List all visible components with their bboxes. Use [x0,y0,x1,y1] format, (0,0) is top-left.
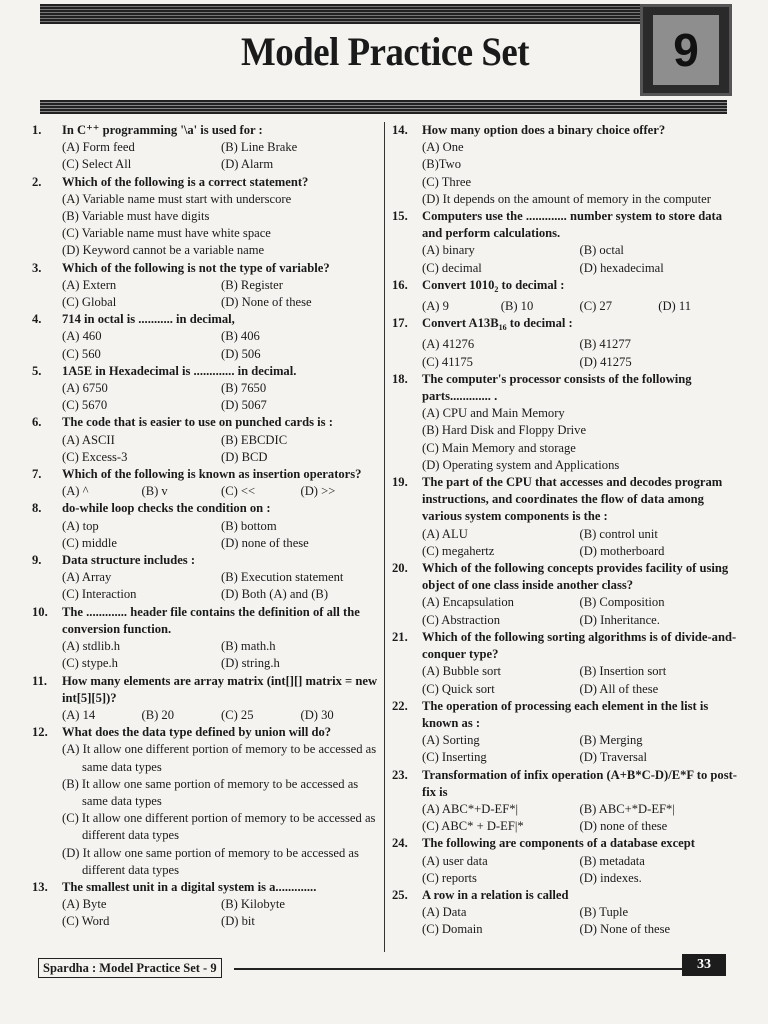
option: (B) v [141,484,168,499]
option: (A) 41276 [422,337,475,352]
question-row [32,552,380,569]
option: (C) Global [62,295,117,310]
question-block [392,698,737,767]
option: (A) 9 [422,299,449,314]
option: (C) 5670 [62,398,108,413]
question-block [392,887,737,939]
options [422,405,737,474]
page-title: Model Practice Set [240,29,530,74]
question-row [392,698,737,732]
question-text: The code that is easier to use on punched cards is : [62,415,333,430]
option: (C) stype.h [62,656,118,671]
questions-column-right [392,122,737,939]
option: (B) Register [221,277,283,292]
question-number: 24. [392,836,408,851]
question-text: 1A5E in Hexadecimal is ............. in decimal. [62,363,297,378]
question-row [392,767,737,801]
options [62,328,380,362]
question-row [32,414,380,431]
question-text: Which of the following is a correct statement? [62,174,309,189]
option: (C) Inserting [422,750,487,765]
question-text: What does the data type defined by union will do? [62,725,332,740]
options [422,336,737,370]
question-block [392,208,737,277]
header-top-bar [40,4,727,24]
option: (A) Encapsulation [422,595,514,610]
option: (A) 6750 [62,381,108,396]
option: (C) ABC* + D-EF|* [422,819,524,834]
question-row [32,260,380,277]
option: (D) hexadecimal [579,260,664,275]
option: (A) Extern [62,277,117,292]
option: (D) none of these [579,819,668,834]
question-block [32,604,380,673]
option: (C) middle [62,535,117,550]
option: (A) ^ [62,484,89,499]
question-block [32,500,380,552]
option: (B) Insertion sort [579,664,667,679]
questions-column-left [32,122,380,931]
option: (B) Hard Disk and Floppy Drive [422,423,587,438]
option: (A) Variable name must start with underscore [62,191,292,206]
question-number: 16. [392,277,408,292]
question-row [392,560,737,594]
option: (D) BCD [221,449,268,464]
question-block [32,311,380,363]
option: (B) metadata [579,853,645,868]
option: (A) ABC*+D-EF*| [422,801,519,816]
question-block [32,414,380,466]
question-row [392,315,737,336]
question-text: do-while loop checks the condition on : [62,501,271,516]
footer-label: Spardha : Model Practice Set - 9 [38,958,222,978]
question-text: In C⁺⁺ programming '\a' is used for : [62,123,263,137]
option: (D) None of these [221,295,312,310]
options [62,518,380,552]
question-number: 19. [392,475,408,490]
question-number: 13. [32,879,48,894]
option: (D) 5067 [221,398,267,413]
question-block [392,835,737,887]
option: (D) None of these [579,922,671,937]
option: (D) Traversal [579,750,648,765]
option: (B) Kilobyte [221,897,286,912]
options [62,569,380,603]
question-row [32,466,380,483]
option: (A) Byte [62,897,107,912]
option: (B) octal [579,243,624,258]
option: (C) Word [62,914,110,929]
option: (B) Line Brake [221,140,298,155]
options [62,707,380,724]
question-text-part: Convert 1010 [422,277,495,292]
question-block [32,673,380,725]
question-number: 14. [392,123,408,137]
question-row [392,629,737,663]
option: (A) user data [422,853,488,868]
question-row [32,174,380,191]
question-subscript: 2 [494,284,499,294]
question-text [422,315,737,336]
question-text: 714 in octal is ........... in decimal, [62,312,235,327]
question-number: 25. [392,887,408,902]
option: (D) It allow one same portion of memory to be accessed as different data types [62,845,359,877]
option: (D) string.h [221,656,280,671]
option: (B) Composition [579,595,665,610]
question-number: 9. [32,553,42,568]
question-row [32,311,380,328]
question-row [32,724,380,741]
option: (C) megahertz [422,543,495,558]
question-block [32,552,380,604]
question-block [32,879,380,931]
option: (C) 27 [579,299,613,314]
question-number: 18. [392,371,408,386]
option: (C) decimal [422,260,482,275]
question-number: 10. [32,604,48,619]
options [62,191,380,260]
set-number-badge [640,4,732,96]
options [422,242,737,276]
question-number: 22. [392,698,408,713]
footer-rule [234,968,724,970]
set-number: 9 [653,15,719,85]
options [422,526,737,560]
option: (A) top [62,518,99,533]
question-number: 4. [32,312,42,327]
option: (D) Inheritance. [579,612,660,627]
options [422,663,737,697]
question-text: The computer's processor consists of the following parts............. . [422,371,692,404]
option: (A) Array [62,570,112,585]
option: (B)Two [422,157,461,172]
question-number: 17. [392,316,408,331]
question-number: 3. [32,260,42,275]
option: (D) Alarm [221,157,274,172]
question-subscript: 16 [498,323,507,333]
question-block [392,767,737,836]
option: (B) 41277 [579,337,631,352]
option: (A) stdlib.h [62,639,121,654]
question-text: Which of the following is known as insertion operators? [62,467,362,482]
question-number: 1. [32,123,42,137]
options [62,741,380,879]
question-text [422,277,737,298]
option: (D) indexes. [579,870,642,885]
option: (B) 7650 [221,381,267,396]
options [422,139,737,208]
question-block [392,277,737,315]
option: (C) Three [422,174,472,189]
option: (A) 14 [62,707,96,722]
option: (B) It allow one same portion of memory to be accessed as same data types [62,776,359,808]
question-text-part: Convert A13B [422,316,499,331]
option: (A) It allow one different portion of memory to be accessed as same data types [62,742,377,774]
question-block [32,260,380,312]
question-text: The ............. header file contains the definition of all the conversion function. [62,604,360,636]
question-block [392,371,737,474]
option: (C) Main Memory and storage [422,440,576,455]
question-row [392,835,737,852]
option: (C) Abstraction [422,612,500,627]
question-number: 2. [32,174,42,189]
option: (B) control unit [579,526,658,541]
option: (A) Sorting [422,733,480,748]
question-text: Transformation of infix operation (A+B*C-D)/E*F to post-fix is [422,767,738,799]
option: (C) << [221,484,256,499]
option: (C) Quick sort [422,681,495,696]
question-text-part: to decimal : [498,277,565,292]
question-text: The smallest unit in a digital system is a............. [62,879,317,894]
column-divider [384,122,385,952]
question-text: Which of the following concepts provides facility of using object of one class inside another class? [422,561,729,593]
question-block [32,122,380,174]
option: (C) Excess-3 [62,449,128,464]
option: (B) bottom [221,518,277,533]
option: (D) none of these [221,535,309,550]
question-number: 6. [32,415,42,430]
question-number: 7. [32,467,42,482]
option: (C) 41175 [422,354,473,369]
option: (A) 460 [62,329,102,344]
question-block [32,724,380,879]
question-number: 20. [392,561,408,576]
question-text: Computers use the ............. number system to store data and perform calculations. [422,209,723,241]
option: (A) binary [422,243,475,258]
question-row [32,604,380,638]
option: (B) 10 [500,299,534,314]
option: (C) Domain [422,922,483,937]
option: (A) Form feed [62,140,135,155]
question-text-part: to decimal : [506,316,573,331]
question-row [392,474,737,526]
question-text: The part of the CPU that accesses and decodes program instructions, and coordinates the flow of data among various system components is the : [422,475,723,524]
option: (C) 25 [221,707,254,722]
options [422,594,737,628]
question-row [32,122,380,139]
question-row [392,122,737,139]
question-number: 15. [392,209,408,224]
question-row [32,879,380,896]
question-row [392,887,737,904]
option: (D) 41275 [579,354,632,369]
options [62,896,380,930]
question-number: 12. [32,725,48,740]
option: (D) 30 [300,707,334,722]
question-row [392,371,737,405]
option: (D) bit [221,914,255,929]
options [422,801,737,835]
option: (B) 20 [141,707,175,722]
question-text: Data structure includes : [62,553,196,568]
question-block [392,629,737,698]
question-block [392,560,737,629]
options [62,638,380,672]
question-row [32,363,380,380]
option: (A) One [422,140,464,155]
option: (B) ABC+*D-EF*| [579,801,675,816]
options [62,139,380,173]
question-row [392,208,737,242]
page-number: 33 [682,954,726,976]
question-text: The following are components of a database except [422,836,695,851]
option: (D) All of these [579,681,659,696]
options [422,904,737,938]
option: (A) CPU and Main Memory [422,406,565,421]
options [62,432,380,466]
question-row [32,673,380,707]
question-number: 5. [32,363,42,378]
question-block [392,122,737,208]
question-block [32,466,380,500]
option: (D) motherboard [579,543,665,558]
option: (B) Merging [579,733,643,748]
question-block [32,363,380,415]
question-number: 11. [32,673,48,688]
question-text: A row in a relation is called [422,887,569,902]
question-number: 21. [392,629,408,644]
question-block [32,174,380,260]
question-block [392,474,737,560]
option: (C) 560 [62,346,101,361]
options [62,277,380,311]
option: (B) EBCDIC [221,432,288,447]
question-number: 8. [32,501,42,516]
question-text: Which of the following sorting algorithms is of divide-and-conquer type? [422,629,737,662]
option: (C) It allow one different portion of memory to be accessed as different data types [62,811,376,843]
option: (D) 506 [221,346,261,361]
options [422,298,737,315]
question-row [392,277,737,298]
question-text: How many option does a binary choice offer? [422,123,666,137]
question-text: The operation of processing each element in the list is known as : [422,698,709,730]
question-number: 23. [392,767,408,782]
question-block [392,315,737,371]
option: (B) 406 [221,329,260,344]
option: (C) reports [422,870,477,885]
option: (C) Interaction [62,587,137,602]
option: (B) Execution statement [221,570,344,585]
options [422,732,737,766]
page-footer [38,958,728,980]
option: (D) 11 [658,299,692,314]
option: (D) Both (A) and (B) [221,587,329,602]
option: (D) It depends on the amount of memory in the computer [422,191,711,206]
option: (A) Bubble sort [422,664,502,679]
option: (D) >> [300,484,336,499]
option: (D) Operating system and Applications [422,457,620,472]
option: (A) Data [422,905,467,920]
options [422,853,737,887]
question-text: How many elements are array matrix (int[][] matrix = new int[5][5])? [62,673,378,705]
option: (C) Select All [62,157,132,172]
header-rule [40,100,727,114]
option: (C) Variable name must have white space [62,226,271,241]
options [62,380,380,414]
question-row [32,500,380,517]
option: (A) ASCII [62,432,115,447]
option: (D) Keyword cannot be a variable name [62,243,265,258]
option: (B) math.h [221,639,276,654]
option: (B) Variable must have digits [62,209,210,224]
option: (A) ALU [422,526,468,541]
option: (B) Tuple [579,905,629,920]
options [62,483,380,500]
question-text: Which of the following is not the type of variable? [62,260,330,275]
